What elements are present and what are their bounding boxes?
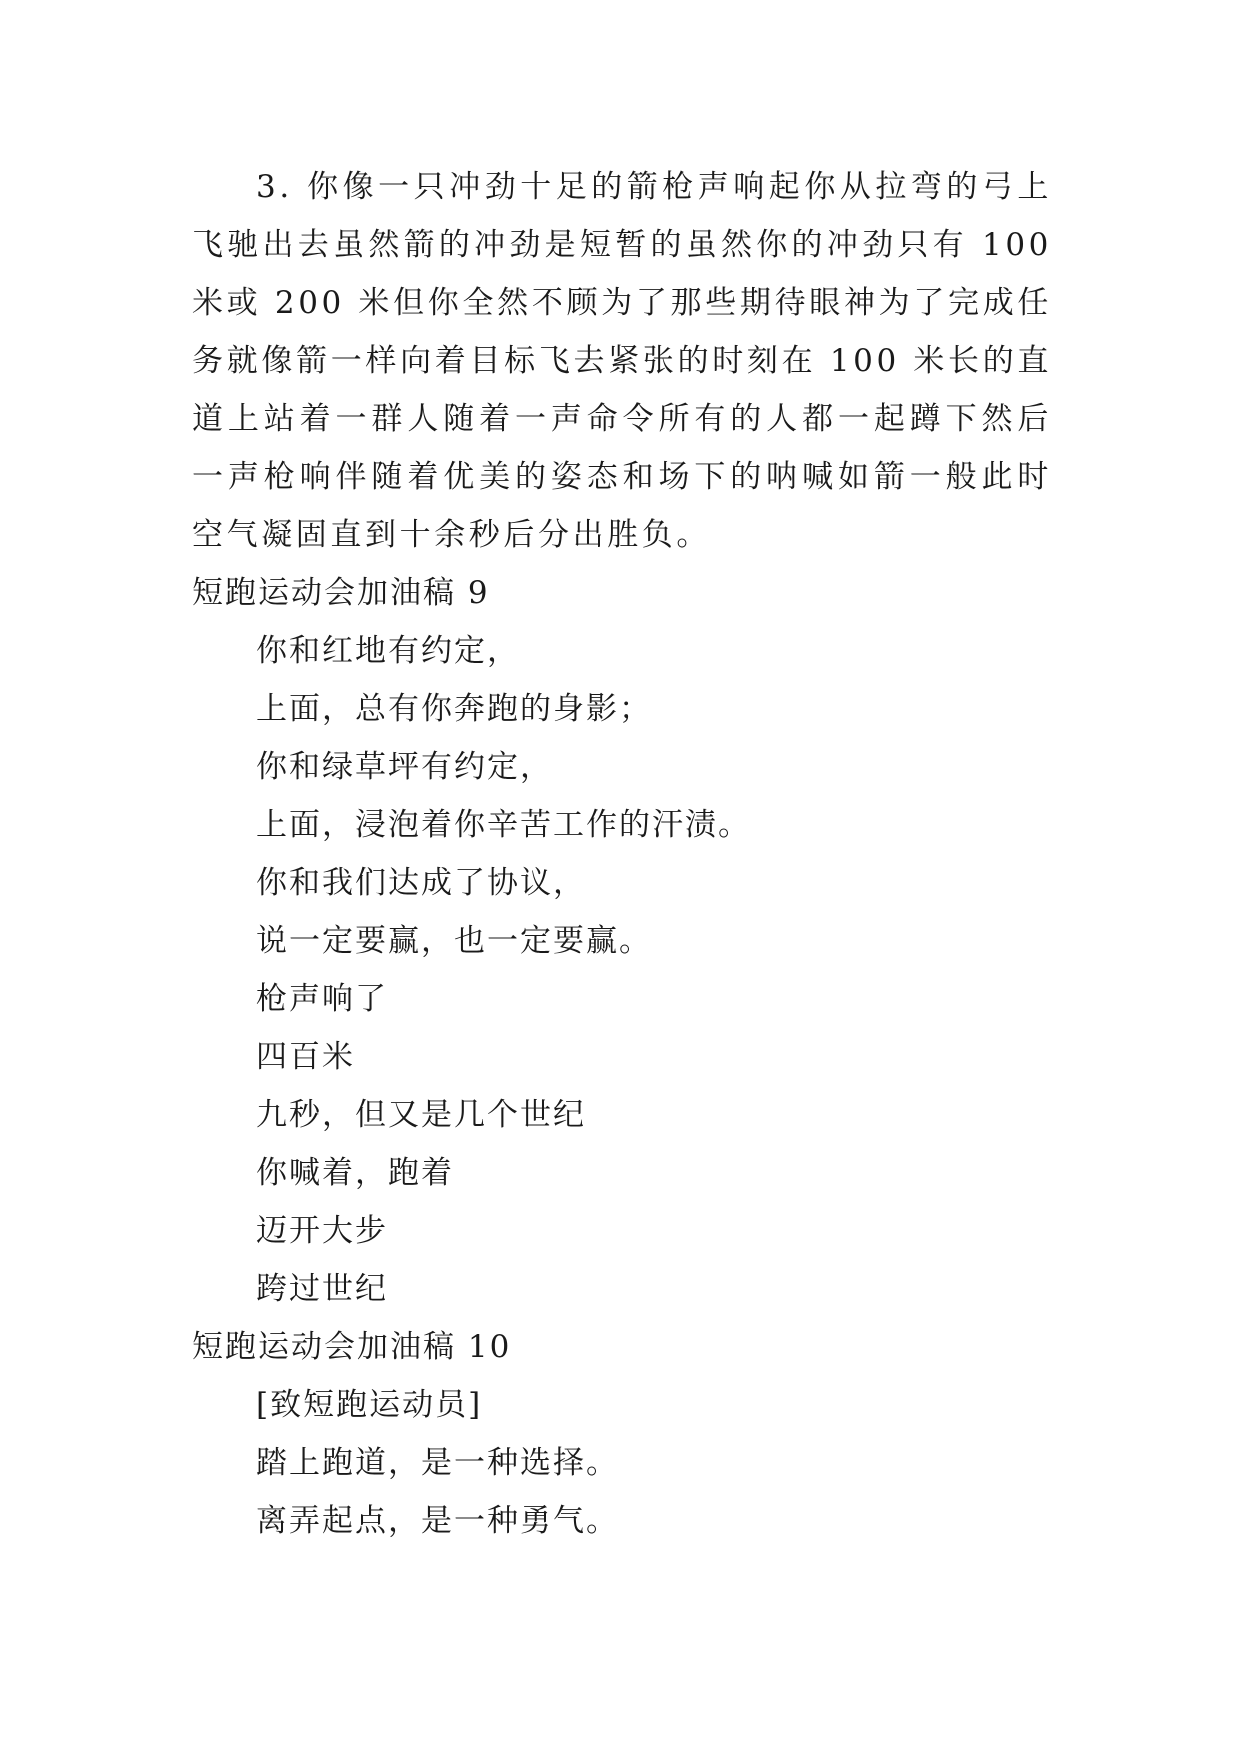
section-9-line: 上面，总有你奔跑的身影； (256, 691, 652, 727)
section-9-line: 枪声响了 (256, 981, 388, 1017)
section-9-line: 说一定要赢，也一定要赢。 (256, 923, 652, 959)
section-9-line: 九秒，但又是几个世纪 (256, 1097, 586, 1133)
section-9-line: 你和红地有约定， (256, 633, 520, 669)
paragraph-3: 3. 你像一只冲劲十足的箭枪声响起你从拉弯的弓上飞驰出去虽然箭的冲劲是短暂的虽然你的冲劲只有 100 米或 200 米但你全然不顾为了那些期待眼神为了完成任务就像箭一样向着目标飞去紧张的时刻在 100 米长的直道上站着一群人随着一声命令所有的人都一起蹲下然后一声枪响伴随着优美的姿态和场下的呐喊如箭一般此时空气凝固直到十余秒后分出胜负。 (192, 169, 1052, 553)
section-9-line: 你喊着，跑着 (256, 1155, 454, 1191)
section-10-line: 离弄起点，是一种勇气。 (256, 1503, 619, 1539)
section-10-line: [致短跑运动员] (256, 1387, 483, 1423)
section-9-line: 迈开大步 (256, 1213, 388, 1249)
section-10-title: 短跑运动会加油稿 10 (192, 1329, 512, 1365)
section-9-line: 上面，浸泡着你辛苦工作的汗渍。 (256, 807, 751, 843)
document-body (192, 158, 1052, 1550)
section-9-line: 跨过世纪 (256, 1271, 388, 1307)
section-9-line: 你和我们达成了协议， (256, 865, 586, 901)
section-9-line: 你和绿草坪有约定， (256, 749, 553, 785)
section-10-line: 踏上跑道，是一种选择。 (256, 1445, 619, 1481)
section-9-line: 四百米 (256, 1039, 355, 1075)
section-9-title: 短跑运动会加油稿 9 (192, 575, 490, 611)
